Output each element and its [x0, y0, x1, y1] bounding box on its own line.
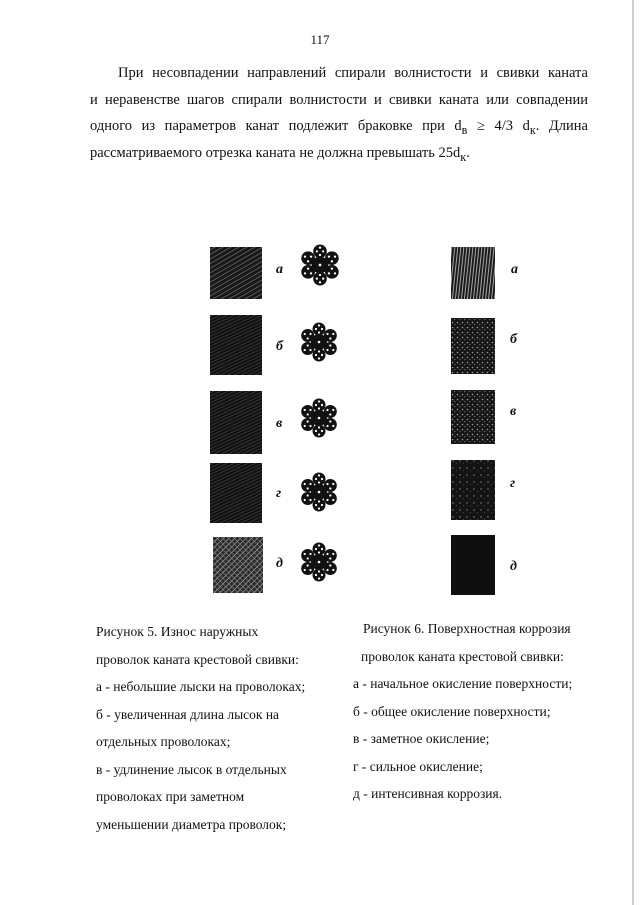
figure-label: а — [511, 262, 518, 277]
figure-label: б — [276, 339, 283, 354]
caption-line: б - увеличенная длина лысок на — [96, 706, 280, 722]
body-paragraph — [90, 60, 588, 166]
caption-line: Рисунок 5. Износ наружных — [96, 624, 259, 639]
subscript: в — [461, 122, 468, 137]
rope-corrosion-image-a — [451, 245, 495, 301]
rope-corrosion-image-b — [451, 316, 495, 376]
caption-line: уменьшении диаметра проволок; — [96, 816, 287, 832]
rope-corrosion-image-d — [451, 535, 495, 595]
paragraph-text: . — [466, 144, 470, 161]
paragraph-text: . Длина — [535, 118, 588, 134]
figure-label: б — [510, 332, 517, 347]
subscript: к — [460, 149, 467, 164]
caption-line: отдельных проволоках; — [96, 734, 231, 749]
figure-6-caption — [353, 615, 572, 808]
rope-wear-image-d — [213, 537, 263, 593]
figure-label: а — [276, 262, 283, 277]
caption-line: проволоках при заметном — [96, 789, 245, 804]
paragraph-text: одного из параметров канат подлежит браковке при d — [90, 118, 462, 134]
caption-line: а - начальное окисление поверхности; — [353, 676, 573, 691]
caption-line: б - общее окисление поверхности; — [353, 703, 551, 719]
figure-label: г — [510, 476, 516, 491]
caption-line: а - небольшие лыски на проволоках; — [96, 679, 306, 694]
paragraph-line: При несовпадении направлений спирали волнистости и свивки каната — [118, 65, 588, 81]
rope-cross-section-b — [299, 322, 339, 362]
paragraph-line — [90, 140, 588, 167]
rope-cross-section-a — [299, 244, 341, 286]
rope-corrosion-image-v — [451, 388, 495, 446]
caption-line: проволок каната крестовой свивки: — [96, 651, 299, 667]
page-number: 117 — [310, 32, 330, 47]
caption-line: в - удлинение лысок в отдельных — [96, 761, 287, 777]
rope-wear-image-b — [210, 313, 262, 377]
figure-label: в — [276, 416, 283, 431]
caption-line: г - сильное окисление; — [353, 758, 483, 774]
figure-label: д — [276, 556, 283, 571]
rope-wear-image-g — [210, 461, 262, 525]
caption-line: проволок каната крестовой свивки: — [361, 648, 564, 664]
figure-label: в — [510, 404, 517, 419]
figure-5-caption — [96, 618, 305, 838]
paragraph-line — [90, 113, 588, 140]
caption-line: д - интенсивная коррозия. — [353, 786, 503, 801]
rope-corrosion-image-g — [451, 458, 495, 522]
subscript: к — [529, 122, 536, 137]
paragraph-line: и неравенстве шагов спирали волнистости и свивки каната или совпадении — [90, 91, 588, 108]
rope-cross-section-g — [299, 472, 339, 512]
caption-line: Рисунок 6. Поверхностная коррозия — [363, 621, 571, 636]
rope-wear-image-a — [210, 245, 262, 301]
figure-label: г — [276, 486, 282, 501]
figure-label: д — [510, 559, 517, 574]
paragraph-text: ≥ 4/3 d — [467, 118, 530, 134]
rope-cross-section-d — [299, 542, 339, 582]
rope-wear-image-v — [210, 386, 262, 456]
paragraph-text: рассматриваемого отрезка каната не должна превышать 25d — [90, 144, 461, 161]
rope-cross-section-v — [299, 398, 339, 438]
scan-edge-line — [632, 0, 634, 905]
caption-line: в - заметное окисление; — [353, 731, 490, 746]
